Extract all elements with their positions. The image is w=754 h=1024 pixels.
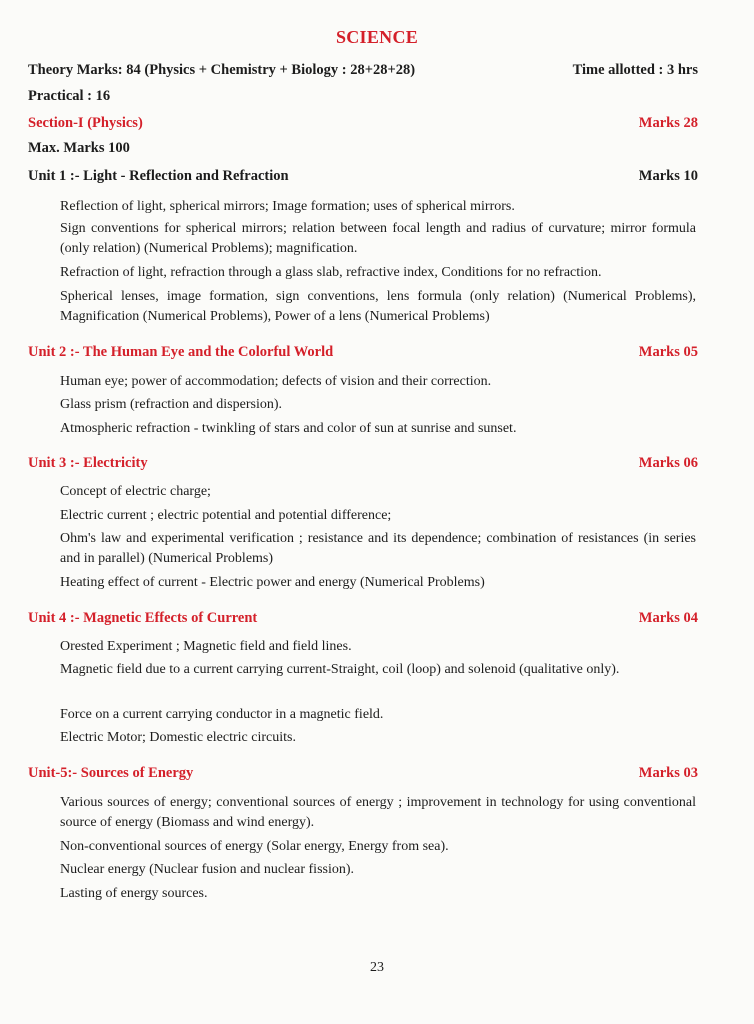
theory-marks-row — [28, 62, 698, 79]
unit-2-item: Glass prism (refraction and dispersion). — [60, 397, 282, 412]
time-allotted: Time allotted : 3 hrs — [572, 62, 698, 78]
unit-5-item: Various sources of energy; conventional sources of energy ; improvement in technology for using conventional source of energy (Biomass and wind energy). — [60, 795, 696, 830]
unit-4-heading — [28, 610, 698, 627]
unit-label: Unit-5:- Sources of Energy — [28, 765, 194, 781]
page-title: SCIENCE — [335, 27, 419, 47]
unit-1-item: Sign conventions for spherical mirrors; relation between focal length and radius of curvature; mirror formula (only relation) (Numerical Problems); magnification. — [60, 221, 696, 256]
unit-3-item: Concept of electric charge; — [60, 484, 211, 499]
unit-label: Unit 3 :- Electricity — [28, 455, 148, 471]
unit-1-heading — [28, 168, 698, 185]
unit-label: Unit 1 :- Light - Reflection and Refraction — [28, 168, 289, 184]
unit-2-item: Human eye; power of accommodation; defects of vision and their correction. — [60, 374, 492, 389]
unit-marks: Marks 03 — [638, 765, 698, 781]
unit-marks: Marks 06 — [638, 455, 698, 471]
section-label: Section-I (Physics) — [28, 115, 143, 131]
unit-2-heading — [28, 344, 698, 361]
practical-marks: Practical : 16 — [28, 88, 111, 104]
unit-4-item: Orested Experiment ; Magnetic field and field lines. — [60, 639, 352, 654]
unit-1-item: Reflection of light, spherical mirrors; Image formation; uses of spherical mirrors. — [60, 199, 515, 214]
unit-3-heading — [28, 455, 698, 472]
unit-3-item: Ohm's law and experimental verification ; resistance and its dependence; combination of resistances (in series and in parallel) (Numerical Problems) — [60, 531, 696, 566]
max-marks: Max. Marks 100 — [28, 140, 130, 156]
unit-5-item: Lasting of energy sources. — [60, 886, 208, 901]
unit-label: Unit 2 :- The Human Eye and the Colorful World — [28, 344, 334, 360]
unit-3-item: Electric current ; electric potential and potential difference; — [60, 508, 392, 523]
section-heading-row — [28, 115, 698, 132]
unit-label: Unit 4 :- Magnetic Effects of Current — [28, 610, 258, 626]
unit-5-heading — [28, 765, 698, 782]
unit-3-item: Heating effect of current - Electric power and energy (Numerical Problems) — [60, 575, 485, 590]
unit-4-item: Electric Motor; Domestic electric circuits. — [60, 730, 296, 745]
theory-marks: Theory Marks: 84 (Physics + Chemistry + Biology : 28+28+28) — [28, 62, 416, 78]
unit-5-item: Non-conventional sources of energy (Solar energy, Energy from sea). — [60, 839, 449, 854]
page-number: 23 — [370, 960, 384, 975]
unit-marks: Marks 10 — [638, 168, 698, 184]
unit-5-item: Nuclear energy (Nuclear fusion and nuclear fission). — [60, 862, 355, 877]
unit-1-item: Spherical lenses, image formation, sign conventions, lens formula (only relation) (Numerical Problems), Magnification (Numerical Problems), Power of a lens (Numerical Problems) — [60, 289, 696, 324]
unit-4-item: Magnetic field due to a current carrying current-Straight, coil (loop) and solenoid (qualitative only). — [60, 662, 620, 677]
unit-2-item: Atmospheric refraction - twinkling of stars and color of sun at sunrise and sunset. — [60, 421, 517, 436]
unit-1-item: Refraction of light, refraction through a glass slab, refractive index, Conditions for no refraction. — [60, 265, 602, 280]
unit-marks: Marks 05 — [638, 344, 698, 360]
unit-marks: Marks 04 — [638, 610, 698, 626]
section-marks: Marks 28 — [638, 115, 698, 131]
unit-4-item: Force on a current carrying conductor in a magnetic field. — [60, 707, 384, 722]
